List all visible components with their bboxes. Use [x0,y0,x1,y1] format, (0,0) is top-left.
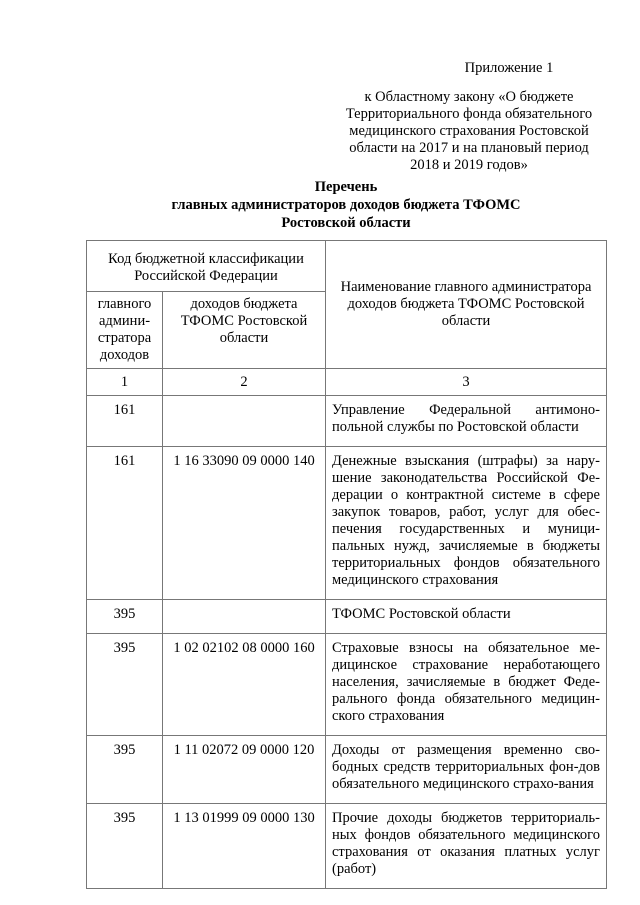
header-budget-classification: Код бюджетной классификации Российской Федерации [87,241,326,292]
admin-code: 161 [87,447,163,600]
title-line-3: Ростовской области [281,215,411,231]
header-administrator-name: Наименование главного администратора доходов бюджета ТФОМС Ростовской области [326,241,607,369]
income-code: 1 16 33090 09 0000 140 [163,447,326,600]
header-main-administrator: главного админи-стратора доходов [87,292,163,369]
admin-code: 161 [87,396,163,447]
admin-code: 395 [87,600,163,634]
appendix-number: Приложение 1 [464,60,554,76]
title-line-2: главных администраторов доходов бюджета ТФОМС [171,197,521,213]
appendix-block [335,60,603,174]
administrator-name: Управление Федеральной антимоно-польной службы по Ростовской области [326,396,607,447]
administrators-table [86,240,607,889]
column-index-row [87,369,607,396]
admin-code: 395 [87,736,163,804]
table-row [87,736,607,804]
admin-code: 395 [87,634,163,736]
column-index: 1 [87,369,163,396]
header-income-code: доходов бюджета ТФОМС Ростовской области [163,292,326,369]
income-code: 1 13 01999 09 0000 130 [163,804,326,889]
table-row [87,600,607,634]
table-row [87,634,607,736]
table-row [87,804,607,889]
administrator-name: Доходы от размещения временно сво-бодных средств территориальных фон-дов обязательного медицинского страхо-вания [326,736,607,804]
column-index: 2 [163,369,326,396]
column-index: 3 [326,369,607,396]
title-line-1: Перечень [314,179,378,195]
document-title [86,178,606,232]
appendix-caption: к Областному закону «О бюджете Территориального фонда обязательного медицинского страхования Ростовской области на 2017 и на плановый период 2018 и 2019 годов» [345,89,593,173]
administrator-name: Страховые взносы на обязательное ме-дицинское страхование неработающего населения, зачисляемые в бюджет Феде-рального фонда обязательного медицин-ского страхования [326,634,607,736]
administrator-name: Прочие доходы бюджетов территориаль-ных фондов обязательного медицинского страхования от оказания платных услуг (работ) [326,804,607,889]
table-row [87,447,607,600]
table-row [87,396,607,447]
administrator-name: Денежные взыскания (штрафы) за нару-шение законодательства Российской Фе-дерации о контрактной системе в сфере закупок товаров, работ, услуг для обес-печения государственных и муници-пальных нужд, зачисляемые в бюджеты территориальных фондов обязательного медицинского страхования [326,447,607,600]
income-code [163,396,326,447]
income-code: 1 11 02072 09 0000 120 [163,736,326,804]
income-code [163,600,326,634]
income-code: 1 02 02102 08 0000 160 [163,634,326,736]
admin-code: 395 [87,804,163,889]
administrator-name: ТФОМС Ростовской области [326,600,607,634]
